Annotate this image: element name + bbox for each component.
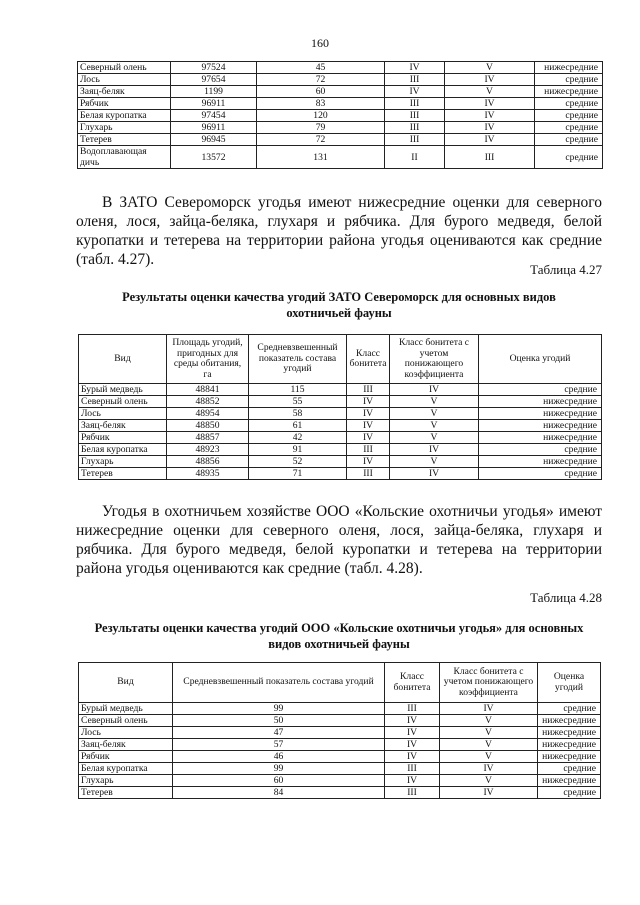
table-cell: IV bbox=[445, 134, 535, 146]
table-cell: Тетерев bbox=[79, 468, 167, 480]
table-row bbox=[78, 74, 603, 86]
table-cell: Тетерев bbox=[78, 134, 171, 146]
table-cell: средние bbox=[535, 98, 603, 110]
table-4-28-label: Таблица 4.28 bbox=[530, 590, 602, 605]
table-row bbox=[79, 444, 602, 456]
paragraph-severomorsk: В ЗАТО Североморск угодья имеют нижесредние оценки для северного оленя, лося, зайца-беляка, глухаря и рябчика. Для бурого медведя, белой куропатки и тетерева на территории района угодья оцениваются как средние (табл. 4.27). bbox=[76, 194, 602, 268]
table-cell: V bbox=[390, 408, 479, 420]
table-cell: III bbox=[347, 468, 390, 480]
column-header: Оценка угодий bbox=[538, 663, 601, 703]
table-row bbox=[78, 122, 603, 134]
table-cell: 131 bbox=[257, 146, 385, 169]
table-cell: Заяц-беляк bbox=[78, 86, 171, 98]
table-cell: III bbox=[347, 444, 390, 456]
table-cell: V bbox=[390, 432, 479, 444]
table-cell: нижесредние bbox=[479, 456, 602, 468]
column-header: Средневзвешенный показатель состава угодий bbox=[173, 663, 385, 703]
table-cell: 48850 bbox=[167, 420, 249, 432]
table-cell: 97654 bbox=[171, 74, 257, 86]
table-cell: 42 bbox=[249, 432, 347, 444]
table-row bbox=[79, 751, 601, 763]
table-4-28-caption bbox=[76, 620, 602, 652]
table-cell: Белая куропатка bbox=[78, 110, 171, 122]
table-cell: 48923 bbox=[167, 444, 249, 456]
table-cell: IV bbox=[385, 86, 445, 98]
table-cell: 96911 bbox=[171, 122, 257, 134]
table-row bbox=[78, 146, 603, 169]
table-cell: нижесредние bbox=[535, 86, 603, 98]
table-cell: нижесредние bbox=[479, 396, 602, 408]
table-row bbox=[79, 420, 602, 432]
table-cell: 55 bbox=[249, 396, 347, 408]
table-row bbox=[79, 384, 602, 396]
table-cell: нижесредние bbox=[538, 715, 601, 727]
table-cell: 91 bbox=[249, 444, 347, 456]
table-cell: IV bbox=[445, 122, 535, 134]
table-cell: 48857 bbox=[167, 432, 249, 444]
table-cell: нижесредние bbox=[479, 420, 602, 432]
table-cell: III bbox=[385, 110, 445, 122]
column-header: Площадь угодий, пригодных для среды обитания, га bbox=[167, 335, 249, 384]
table-cell: III bbox=[347, 384, 390, 396]
table-cell: Северный олень bbox=[78, 62, 171, 74]
page-number: 160 bbox=[311, 36, 329, 50]
table-cell: IV bbox=[440, 703, 538, 715]
table-row bbox=[79, 763, 601, 775]
table-cell: 46 bbox=[173, 751, 385, 763]
table-cell: IV bbox=[385, 62, 445, 74]
table-cell: Северный олень bbox=[79, 715, 173, 727]
caption-line: видов охотничьей фауны bbox=[268, 637, 410, 651]
table-cell: 99 bbox=[173, 703, 385, 715]
table-4-28 bbox=[78, 662, 601, 799]
table-cell: IV bbox=[445, 74, 535, 86]
table-cell: IV bbox=[385, 739, 440, 751]
table-cell: Рябчик bbox=[78, 98, 171, 110]
table-row bbox=[78, 62, 603, 74]
table-cell: Глухарь bbox=[78, 122, 171, 134]
table-cell: V bbox=[440, 739, 538, 751]
table-cell: III bbox=[385, 763, 440, 775]
table-cell: нижесредние bbox=[535, 62, 603, 74]
table-cell: 72 bbox=[257, 134, 385, 146]
table-cell: нижесредние bbox=[538, 751, 601, 763]
table-cell: 48852 bbox=[167, 396, 249, 408]
table-cell: 115 bbox=[249, 384, 347, 396]
table-row bbox=[78, 98, 603, 110]
table-cell: 99 bbox=[173, 763, 385, 775]
table-cell: средние bbox=[479, 468, 602, 480]
caption-line: Результаты оценки качества угодий ЗАТО Североморск для основных видов bbox=[122, 290, 556, 304]
table-row bbox=[79, 432, 602, 444]
table-cell: Лось bbox=[79, 727, 173, 739]
table-cell: средние bbox=[538, 703, 601, 715]
column-header: Вид bbox=[79, 663, 173, 703]
column-header: Класс бонитета bbox=[347, 335, 390, 384]
table-cell: 84 bbox=[173, 787, 385, 799]
table-cell: средние bbox=[538, 763, 601, 775]
column-header: Класс бонитета bbox=[385, 663, 440, 703]
column-header: Класс бонитета с учетом понижающего коэффициента bbox=[440, 663, 538, 703]
table-row bbox=[79, 727, 601, 739]
table-cell: средние bbox=[535, 122, 603, 134]
table-cell: III bbox=[385, 74, 445, 86]
table-cell: Глухарь bbox=[79, 456, 167, 468]
table-cell: III bbox=[385, 98, 445, 110]
table-cell: 47 bbox=[173, 727, 385, 739]
caption-line: охотничьей фауны bbox=[286, 306, 392, 320]
table-cell: Рябчик bbox=[79, 432, 167, 444]
table-4-27 bbox=[78, 334, 602, 480]
table-cell: 13572 bbox=[171, 146, 257, 169]
table-cell: 72 bbox=[257, 74, 385, 86]
table-cell: V bbox=[390, 420, 479, 432]
table-row bbox=[79, 715, 601, 727]
table-cell: V bbox=[440, 775, 538, 787]
table-cell: средние bbox=[479, 384, 602, 396]
table-cell: V bbox=[445, 86, 535, 98]
table-cell: 96945 bbox=[171, 134, 257, 146]
table-cell: 83 bbox=[257, 98, 385, 110]
table-cell: III bbox=[385, 134, 445, 146]
table-cell: V bbox=[390, 456, 479, 468]
table-cell: IV bbox=[445, 98, 535, 110]
table-cell: средние bbox=[479, 444, 602, 456]
table-cell: V bbox=[440, 751, 538, 763]
table-cell: IV bbox=[385, 727, 440, 739]
table-cell: 97454 bbox=[171, 110, 257, 122]
caption-line: Результаты оценки качества угодий ООО «Кольские охотничьи угодья» для основных bbox=[94, 621, 584, 635]
table-cell: Тетерев bbox=[79, 787, 173, 799]
column-header: Класс бонитета с учетом понижающего коэффициента bbox=[390, 335, 479, 384]
table-cell: средние bbox=[535, 110, 603, 122]
table-row bbox=[78, 134, 603, 146]
table-cell: нижесредние bbox=[479, 432, 602, 444]
table-cell: Северный олень bbox=[79, 396, 167, 408]
table-cell: IV bbox=[347, 408, 390, 420]
column-header: Средневзвешенный показатель состава угодий bbox=[249, 335, 347, 384]
table-cell: 60 bbox=[257, 86, 385, 98]
table-cell: 120 bbox=[257, 110, 385, 122]
table-cell: нижесредние bbox=[479, 408, 602, 420]
table-cell: Лось bbox=[79, 408, 167, 420]
table-cell: 45 bbox=[257, 62, 385, 74]
table-row bbox=[79, 456, 602, 468]
table-cell: Заяц-беляк bbox=[79, 739, 173, 751]
table-cell: 50 bbox=[173, 715, 385, 727]
table-row bbox=[79, 396, 602, 408]
column-header: Вид bbox=[79, 335, 167, 384]
table-cell: средние bbox=[538, 787, 601, 799]
table-cell: Заяц-беляк bbox=[79, 420, 167, 432]
table-cell: V bbox=[390, 396, 479, 408]
table-cell: IV bbox=[385, 751, 440, 763]
table-4-27-label: Таблица 4.27 bbox=[530, 262, 602, 277]
table-cell: 48954 bbox=[167, 408, 249, 420]
table-cell: средние bbox=[535, 74, 603, 86]
continued-table bbox=[77, 61, 603, 169]
table-cell: нижесредние bbox=[538, 739, 601, 751]
table-cell: средние bbox=[535, 146, 603, 169]
table-row bbox=[79, 408, 602, 420]
table-cell: III bbox=[385, 787, 440, 799]
table-cell: III bbox=[445, 146, 535, 169]
table-cell: 48841 bbox=[167, 384, 249, 396]
table-cell: Бурый медведь bbox=[79, 384, 167, 396]
table-cell: IV bbox=[440, 763, 538, 775]
table-row bbox=[78, 110, 603, 122]
table-cell: IV bbox=[390, 468, 479, 480]
table-cell: Бурый медведь bbox=[79, 703, 173, 715]
table-row bbox=[79, 787, 601, 799]
table-cell: IV bbox=[445, 110, 535, 122]
table-row bbox=[78, 86, 603, 98]
table-cell: 60 bbox=[173, 775, 385, 787]
table-cell: III bbox=[385, 122, 445, 134]
table-cell: средние bbox=[535, 134, 603, 146]
table-cell: IV bbox=[347, 456, 390, 468]
table-row bbox=[79, 468, 602, 480]
table-cell: IV bbox=[440, 787, 538, 799]
table-cell: IV bbox=[347, 396, 390, 408]
table-cell: Белая куропатка bbox=[79, 444, 167, 456]
table-cell: 1199 bbox=[171, 86, 257, 98]
table-cell: 57 bbox=[173, 739, 385, 751]
table-cell: 58 bbox=[249, 408, 347, 420]
table-cell: V bbox=[440, 727, 538, 739]
table-cell: Лось bbox=[78, 74, 171, 86]
table-cell: V bbox=[445, 62, 535, 74]
table-cell: 96911 bbox=[171, 98, 257, 110]
table-row bbox=[79, 775, 601, 787]
table-row bbox=[79, 703, 601, 715]
table-cell: II bbox=[385, 146, 445, 169]
table-cell: III bbox=[385, 703, 440, 715]
table-cell: 52 bbox=[249, 456, 347, 468]
table-cell: Водоплавающая дичь bbox=[78, 146, 171, 169]
table-4-27-caption bbox=[76, 289, 602, 321]
table-cell: IV bbox=[385, 715, 440, 727]
table-cell: Белая куропатка bbox=[79, 763, 173, 775]
table-cell: IV bbox=[390, 444, 479, 456]
table-cell: IV bbox=[347, 432, 390, 444]
table-cell: IV bbox=[385, 775, 440, 787]
table-cell: 61 bbox=[249, 420, 347, 432]
paragraph-kolskie: Угодья в охотничьем хозяйстве ООО «Кольские охотничьи угодья» имеют нижесредние оценки для северного оленя, лося, зайца-беляка, глухаря и рябчика. Для бурого медведя, белой куропатки и тетерева на территории района угодья оцениваются как средние (табл. 4.28). bbox=[76, 503, 602, 577]
column-header: Оценка угодий bbox=[479, 335, 602, 384]
table-cell: 71 bbox=[249, 468, 347, 480]
table-cell: нижесредние bbox=[538, 727, 601, 739]
table-cell: IV bbox=[347, 420, 390, 432]
table-row bbox=[79, 739, 601, 751]
table-cell: 48935 bbox=[167, 468, 249, 480]
table-cell: Глухарь bbox=[79, 775, 173, 787]
table-cell: IV bbox=[390, 384, 479, 396]
table-cell: V bbox=[440, 715, 538, 727]
table-cell: 97524 bbox=[171, 62, 257, 74]
table-cell: нижесредние bbox=[538, 775, 601, 787]
table-cell: 79 bbox=[257, 122, 385, 134]
table-cell: 48856 bbox=[167, 456, 249, 468]
table-cell: Рябчик bbox=[79, 751, 173, 763]
